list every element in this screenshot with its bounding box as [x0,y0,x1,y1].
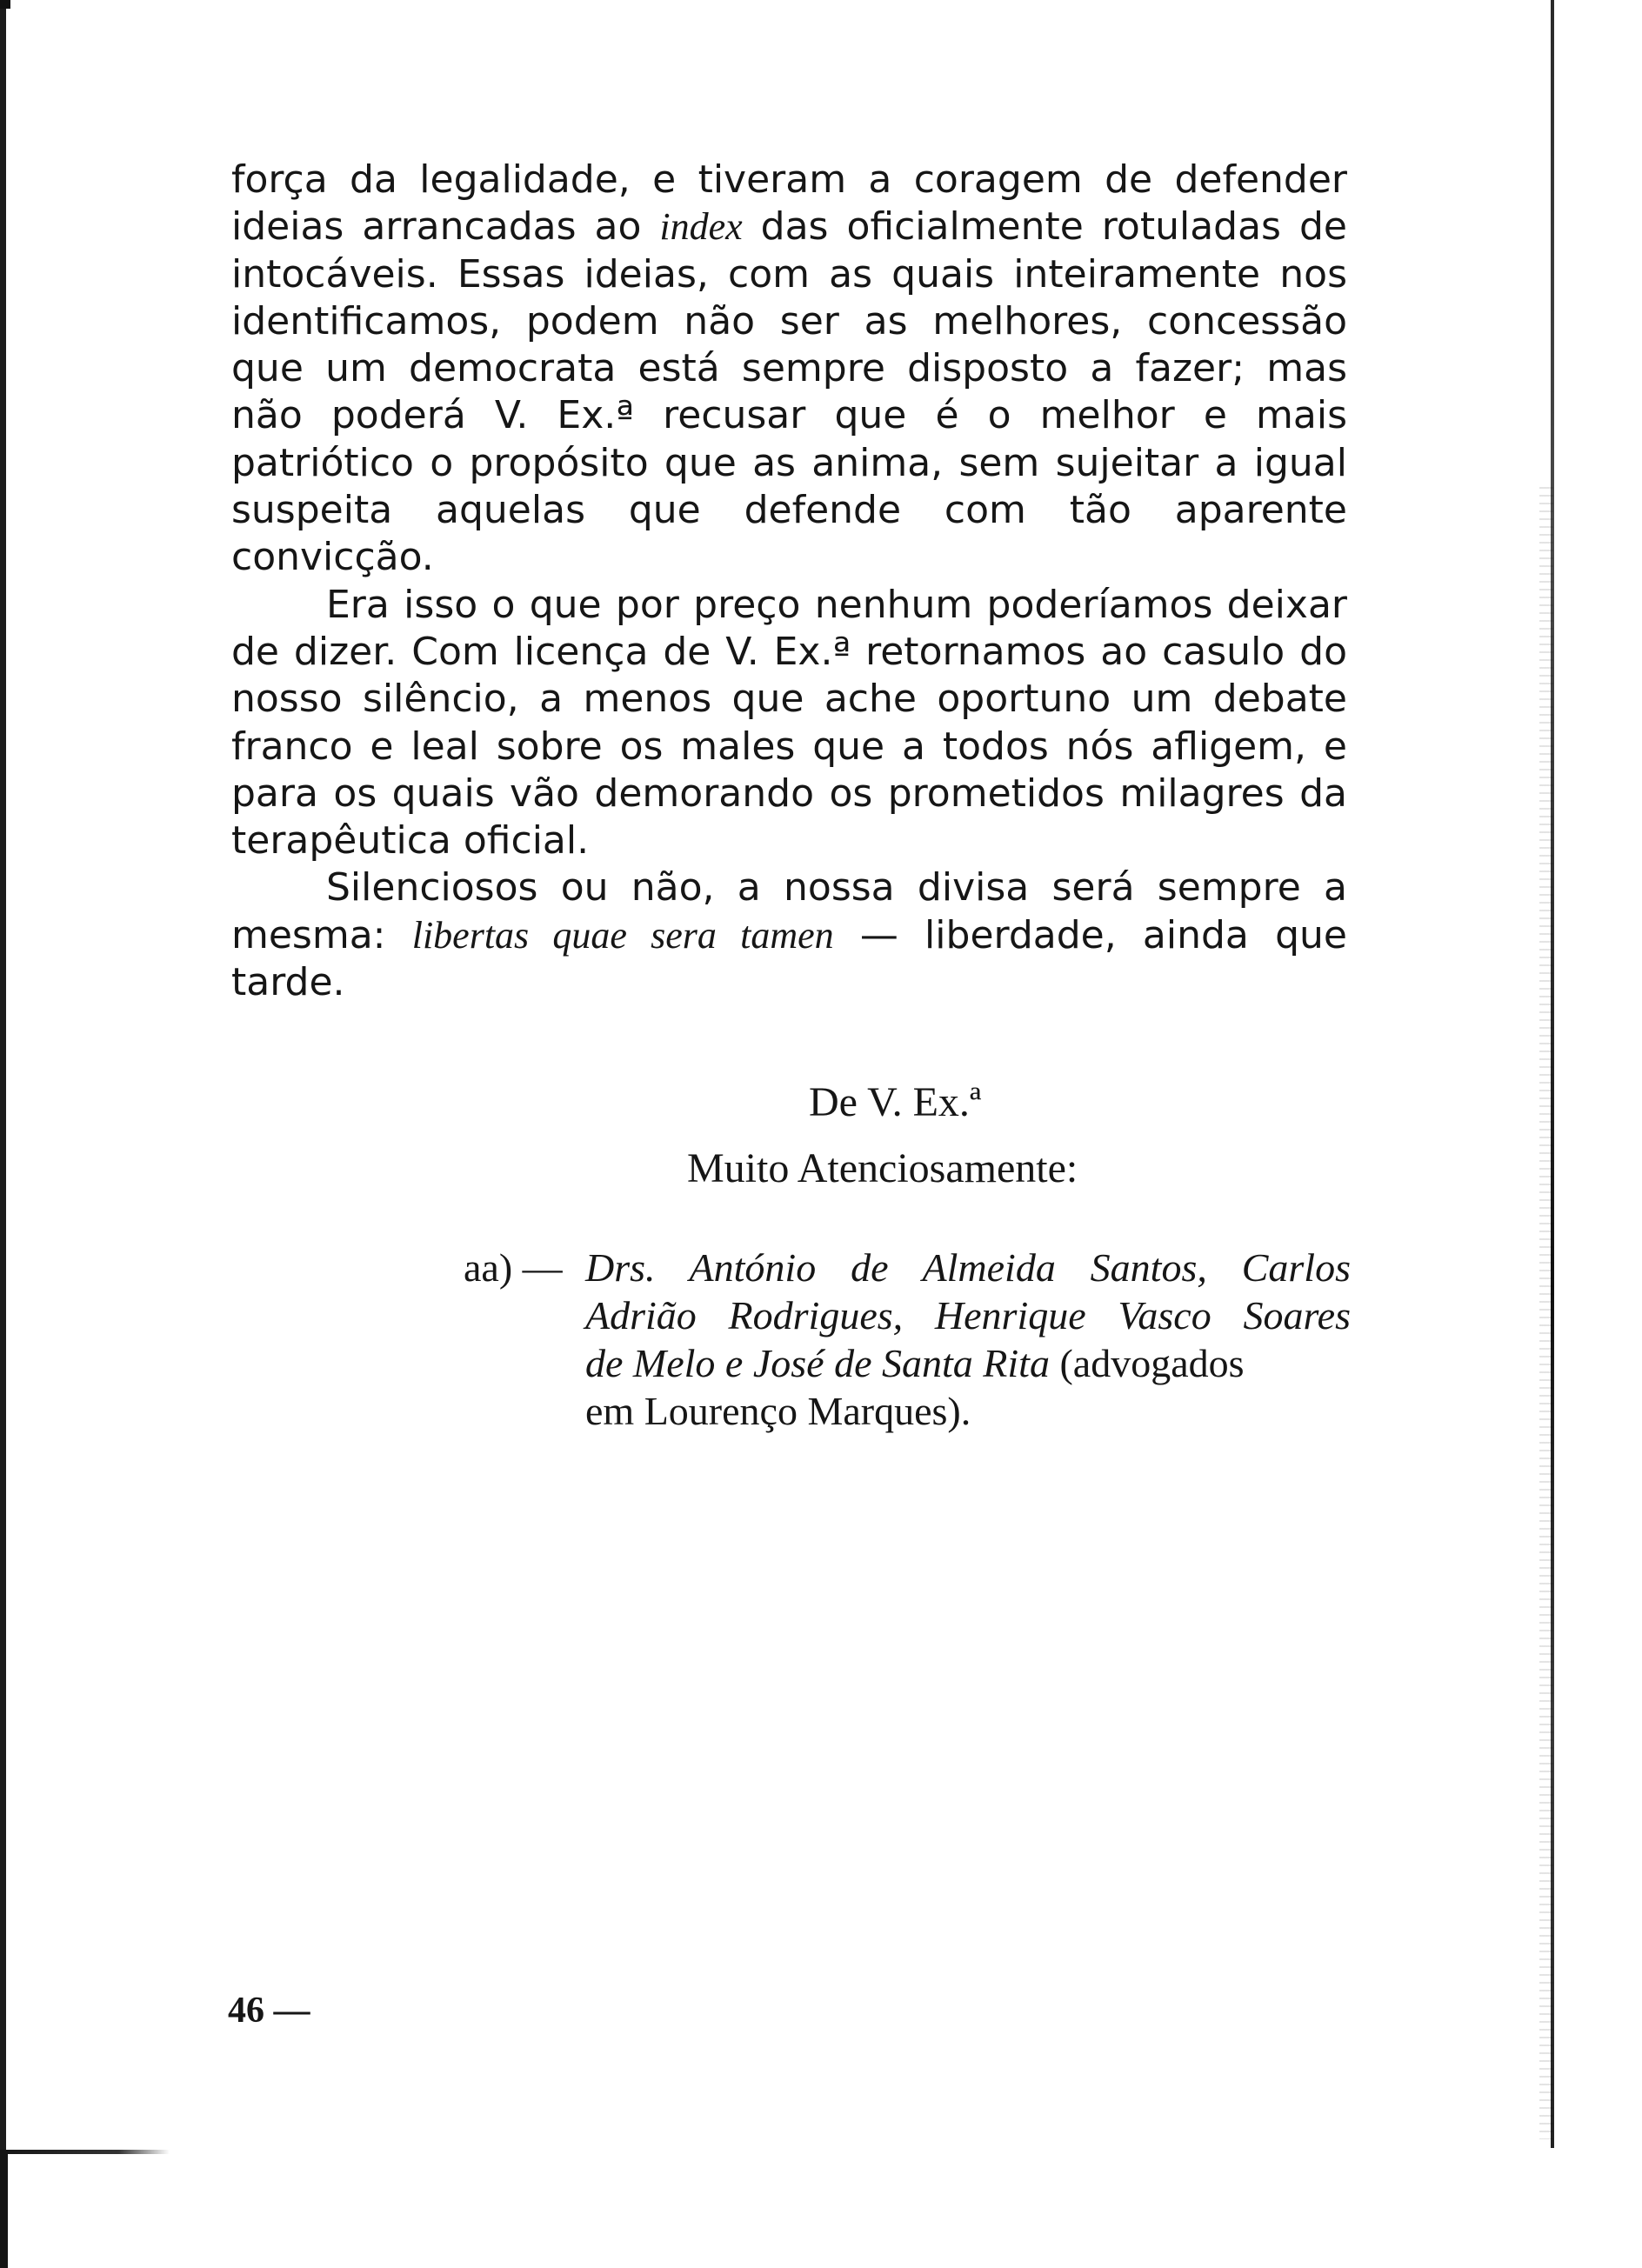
paragraph-3 [231,864,1347,1006]
signature-prefix: aa) — [464,1245,563,1290]
signature-line-2: Adrião Rodrigues, Henrique Vasco Soares [585,1293,1351,1337]
signature-line-4: em Lourenço Marques). [585,1389,971,1433]
page-edge-right-shadow [1539,487,1553,2139]
paragraph-1-index-term: index [659,205,743,249]
page-edge-bottom-corner [0,2150,8,2268]
signature-line-1: Drs. António de Almeida Santos, Carlos [585,1245,1351,1290]
signature-line-3 [585,1339,1351,1387]
paragraph-2: Era isso o que por preço nenhum poderíamos deixar de dizer. Com licença de V. Ex.ª retornamos ao casulo do nosso silêncio, a menos que ache oportuno um debate franco e leal sobre os males que a todos nós afligem, e para os quais vão demorando os prometidos milagres da terapêutica oficial. [231,582,1347,864]
paragraph-3-text-b: — liberdade, ainda que tarde. [231,912,1347,1005]
body-text [231,157,1347,1006]
paragraph-3-text-a: Silenciosos ou não, a nossa divisa será sempre a mesma: [231,865,1347,957]
paragraph-3-motto: libertas quae sera tamen [411,913,834,957]
page-edge-left-corner [0,0,10,9]
page-edge-left [0,0,6,2200]
page-number: 46 — [228,1991,310,2031]
closing-salutation: De V. Ex.ª [809,1079,982,1125]
paragraph-1-text-a: força da legalidade, e tiveram a coragem de defender ideias arrancadas ao [231,157,1347,250]
paragraph-1-text-b: das oficialmente rotuladas de intocáveis. Essas ideias, com as quais inteiramente nos identificamos, podem não ser as melhores, concessão que um democrata está sempre disposto a fazer; mas não poderá V. Ex.ª recusar que é o melhor e mais patriótico o propósito que as anima, sem sujeitar a igual suspeita aquelas que defende com tão aparente convicção. [231,204,1347,580]
signature-line-3-names: de Melo e José de Santa Rita [585,1341,1050,1385]
closing-line: Muito Atenciosamente: [687,1145,1078,1191]
paragraph-1 [231,157,1347,582]
page-edge-bottom [0,2150,170,2154]
signature-line-3-rest: (advogados [1059,1341,1245,1385]
signature-names [585,1244,1351,1435]
